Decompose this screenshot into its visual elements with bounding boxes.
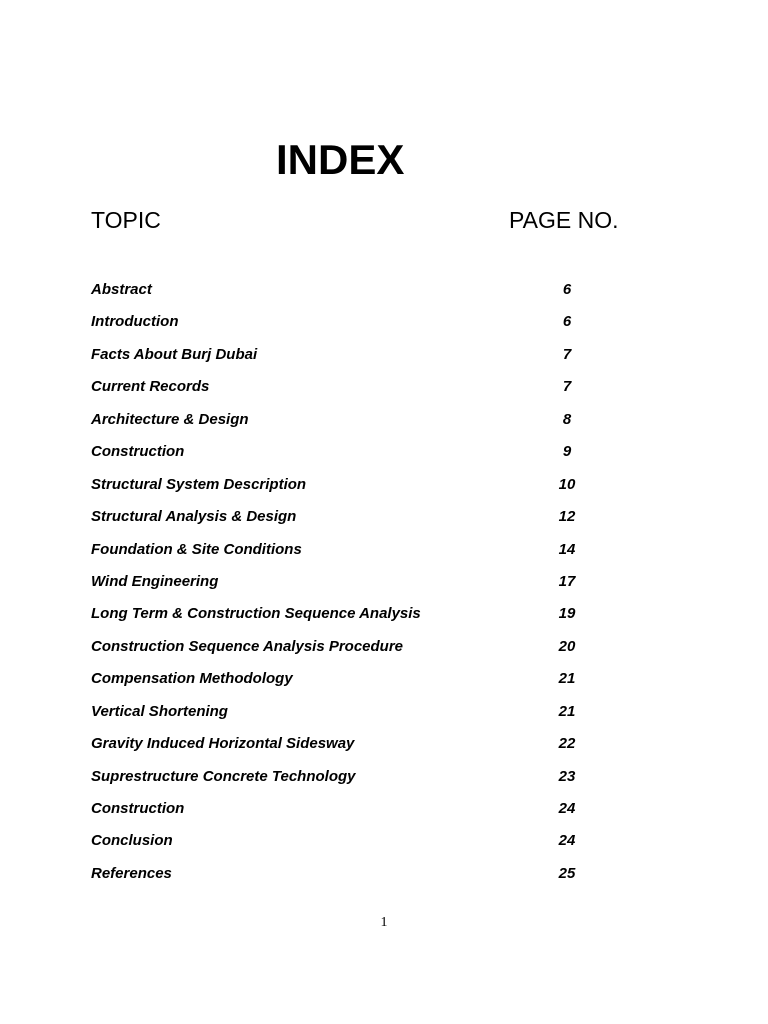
index-entry-page: 14	[558, 540, 576, 558]
index-entry-topic: Compensation Methodology	[91, 670, 293, 688]
index-entry-topic: Structural Analysis & Design	[91, 508, 297, 526]
index-entry	[0, 506, 768, 538]
index-entry	[0, 376, 768, 408]
index-entry-topic: References	[91, 864, 172, 882]
index-entry-page: 25	[558, 864, 576, 882]
index-entry	[0, 701, 768, 733]
index-entry	[0, 863, 768, 895]
index-entry-page: 7	[562, 378, 572, 396]
index-entry-topic: Foundation & Site Conditions	[91, 540, 302, 558]
index-entry-page: 21	[558, 670, 576, 688]
index-entry	[0, 441, 768, 473]
index-entry	[0, 409, 768, 441]
index-entry-topic: Abstract	[91, 281, 152, 298]
index-entry-page: 19	[558, 605, 576, 623]
page-number-column-header: PAGE NO.	[509, 207, 619, 233]
index-entry-page: 24	[558, 800, 576, 817]
index-entry-page: 9	[562, 443, 572, 461]
index-entry-page: 17	[558, 572, 576, 590]
index-entry-topic: Conclusion	[91, 832, 173, 850]
index-entry-page: 22	[558, 735, 576, 753]
index-entry	[0, 311, 768, 343]
index-entry	[0, 830, 768, 862]
index-entry-topic: Construction	[91, 443, 185, 461]
index-entry	[0, 668, 768, 700]
index-entry-topic: Construction Sequence Analysis Procedure	[91, 637, 404, 655]
index-entry	[0, 766, 768, 798]
index-entry-page: 6	[562, 313, 572, 331]
index-entry-page: 23	[558, 767, 576, 785]
footer-page-number: 1	[380, 915, 388, 930]
index-entry-page: 6	[562, 281, 572, 298]
index-entry-topic: Construction	[91, 800, 185, 817]
index-entry-page: 20	[558, 637, 576, 655]
index-entry-page: 12	[558, 508, 576, 526]
index-entry	[0, 571, 768, 603]
index-entry-topic: Vertical Shortening	[91, 702, 228, 720]
index-entry	[0, 798, 768, 830]
index-entry-page: 21	[558, 702, 576, 720]
index-entry-page: 7	[562, 345, 572, 363]
index-entry-topic: Long Term & Construction Sequence Analysis	[91, 605, 421, 623]
index-entry	[0, 474, 768, 506]
index-entry-topic: Architecture & Design	[91, 410, 249, 428]
index-entry-page: 24	[558, 832, 576, 850]
index-list	[0, 279, 768, 895]
index-entry-topic: Facts About Burj Dubai	[91, 345, 258, 363]
index-entry	[0, 603, 768, 635]
index-entry	[0, 279, 768, 311]
index-entry-topic: Structural System Description	[91, 475, 307, 493]
index-entry-topic: Current Records	[91, 378, 210, 396]
topic-column-header: TOPIC	[91, 207, 161, 233]
index-entry-page: 10	[558, 475, 576, 493]
index-entry-topic: Wind Engineering	[91, 572, 219, 590]
index-entry	[0, 636, 768, 668]
index-entry-topic: Gravity Induced Horizontal Sidesway	[91, 735, 355, 753]
index-entry-topic: Introduction	[91, 313, 179, 331]
index-entry	[0, 539, 768, 571]
page-title: INDEX	[276, 136, 405, 183]
index-entry	[0, 344, 768, 376]
index-entry-topic: Suprestructure Concrete Technology	[91, 767, 356, 785]
index-entry	[0, 733, 768, 765]
index-entry-page: 8	[562, 410, 572, 428]
